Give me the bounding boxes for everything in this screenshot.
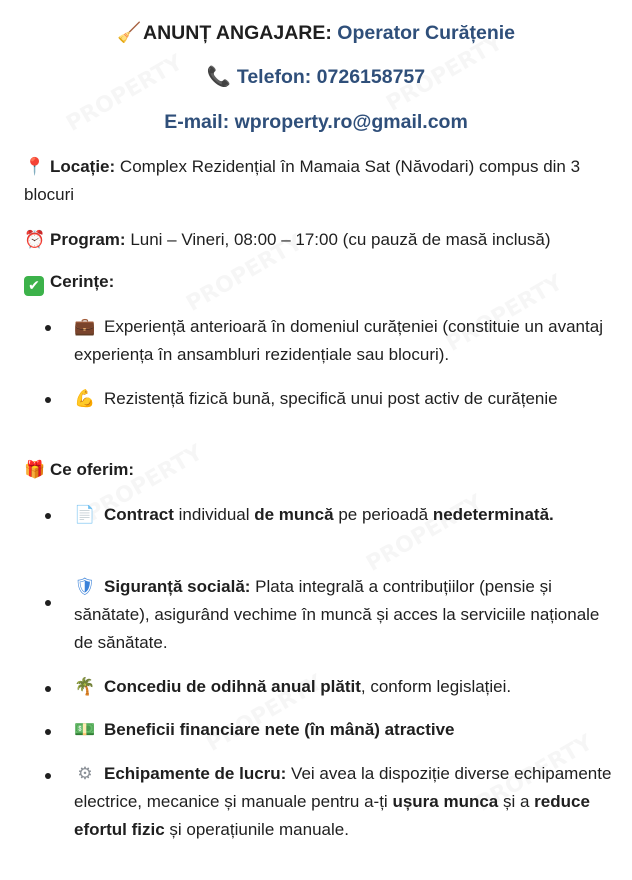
schedule-value: Luni – Vineri, 08:00 – 17:00 (cu pauză de masă inclusă)	[130, 230, 551, 249]
vacation-bold: Concediu de odihnă anual plătit	[104, 677, 361, 696]
location-paragraph	[24, 153, 620, 209]
gear-icon: ⚙	[77, 764, 93, 784]
email-line[interactable]: E-mail: wproperty.ro@gmail.com	[164, 111, 468, 133]
location-value: Complex Rezidențial în Mamaia Sat (Năvodari) compus din 3 blocuri	[24, 157, 581, 204]
schedule-paragraph	[24, 226, 620, 254]
requirement-text: Experiență anterioară în domeniul curățeniei (constituie un avantaj experiența în ansambluri rezidențiale sau blocuri).	[74, 317, 603, 364]
document-icon: 📄	[74, 505, 96, 525]
contract-bold: de muncă	[254, 505, 334, 524]
contract-bold: nedeterminată.	[432, 505, 554, 524]
title-value: Operator Curățenie	[337, 22, 515, 44]
shield-icon: 🛡	[74, 577, 96, 597]
phone-text[interactable]: Telefon: 0726158757	[236, 66, 426, 88]
requirements-heading	[24, 268, 620, 296]
equipment-text: și operațiunile manuale.	[164, 820, 349, 839]
schedule-label: Program:	[50, 230, 126, 249]
offer-item-benefits	[74, 716, 622, 744]
equipment-bold: ușura munca	[392, 792, 499, 811]
equipment-bold: Echipamente de lucru:	[104, 764, 287, 783]
offer-heading-text: Ce oferim:	[50, 460, 135, 479]
offer-item-equipment	[74, 760, 622, 844]
bullet-dot	[45, 397, 51, 403]
bullet-dot	[45, 600, 51, 606]
money-icon: 💵	[74, 720, 96, 740]
offer-item-contract	[74, 501, 622, 529]
alarm-clock-icon: ⏰	[24, 230, 46, 250]
contract-text: pe perioadă	[333, 505, 433, 524]
equipment-text: și a	[498, 792, 535, 811]
location-label: Locație:	[50, 157, 116, 176]
phone-icon: 📞	[206, 65, 232, 88]
flexed-arm-icon: 💪	[74, 389, 96, 409]
requirement-text: Rezistență fizică bună, specifică unui post activ de curățenie	[104, 389, 558, 408]
benefits-bold: Beneficii financiare nete (în mână) atractive	[104, 720, 455, 739]
broom-icon: 🧹	[117, 21, 142, 44]
equipment-bold: reduce efortul fizic	[74, 792, 590, 839]
contract-text: individual	[173, 505, 255, 524]
title-label: ANUNȚ ANGAJARE:	[143, 22, 332, 44]
gift-icon: 🎁	[24, 460, 46, 480]
pin-icon: 📍	[24, 157, 46, 177]
offer-heading	[24, 456, 620, 484]
job-title	[0, 19, 632, 47]
requirement-item-experience	[74, 313, 622, 369]
vacation-text: , conform legislației.	[360, 677, 512, 696]
bullet-dot	[45, 513, 51, 519]
requirements-heading-text: Cerințe:	[50, 272, 115, 291]
offer-item-social	[74, 573, 622, 657]
social-bold: Siguranță socială:	[104, 577, 251, 596]
requirement-item-fitness	[74, 385, 622, 413]
bullet-dot	[45, 729, 51, 735]
bullet-dot	[45, 325, 51, 331]
palm-tree-icon: 🌴	[74, 677, 96, 697]
offer-item-vacation	[74, 673, 622, 701]
equipment-text: Vei avea la dispoziție diverse echipamente electrice, mecanice și manuale pentru a-ți	[74, 764, 612, 811]
social-text: Plata integrală a contribuțiilor (pensie și sănătate), asigurând vechime în muncă și acces la serviciile naționale de sănătate.	[74, 577, 600, 652]
bullet-dot	[45, 773, 51, 779]
check-icon: ✔	[24, 276, 44, 296]
bullet-dot	[45, 686, 51, 692]
briefcase-icon: 💼	[74, 317, 96, 337]
contract-bold: Contract	[104, 505, 174, 524]
phone-line[interactable]	[0, 63, 632, 91]
